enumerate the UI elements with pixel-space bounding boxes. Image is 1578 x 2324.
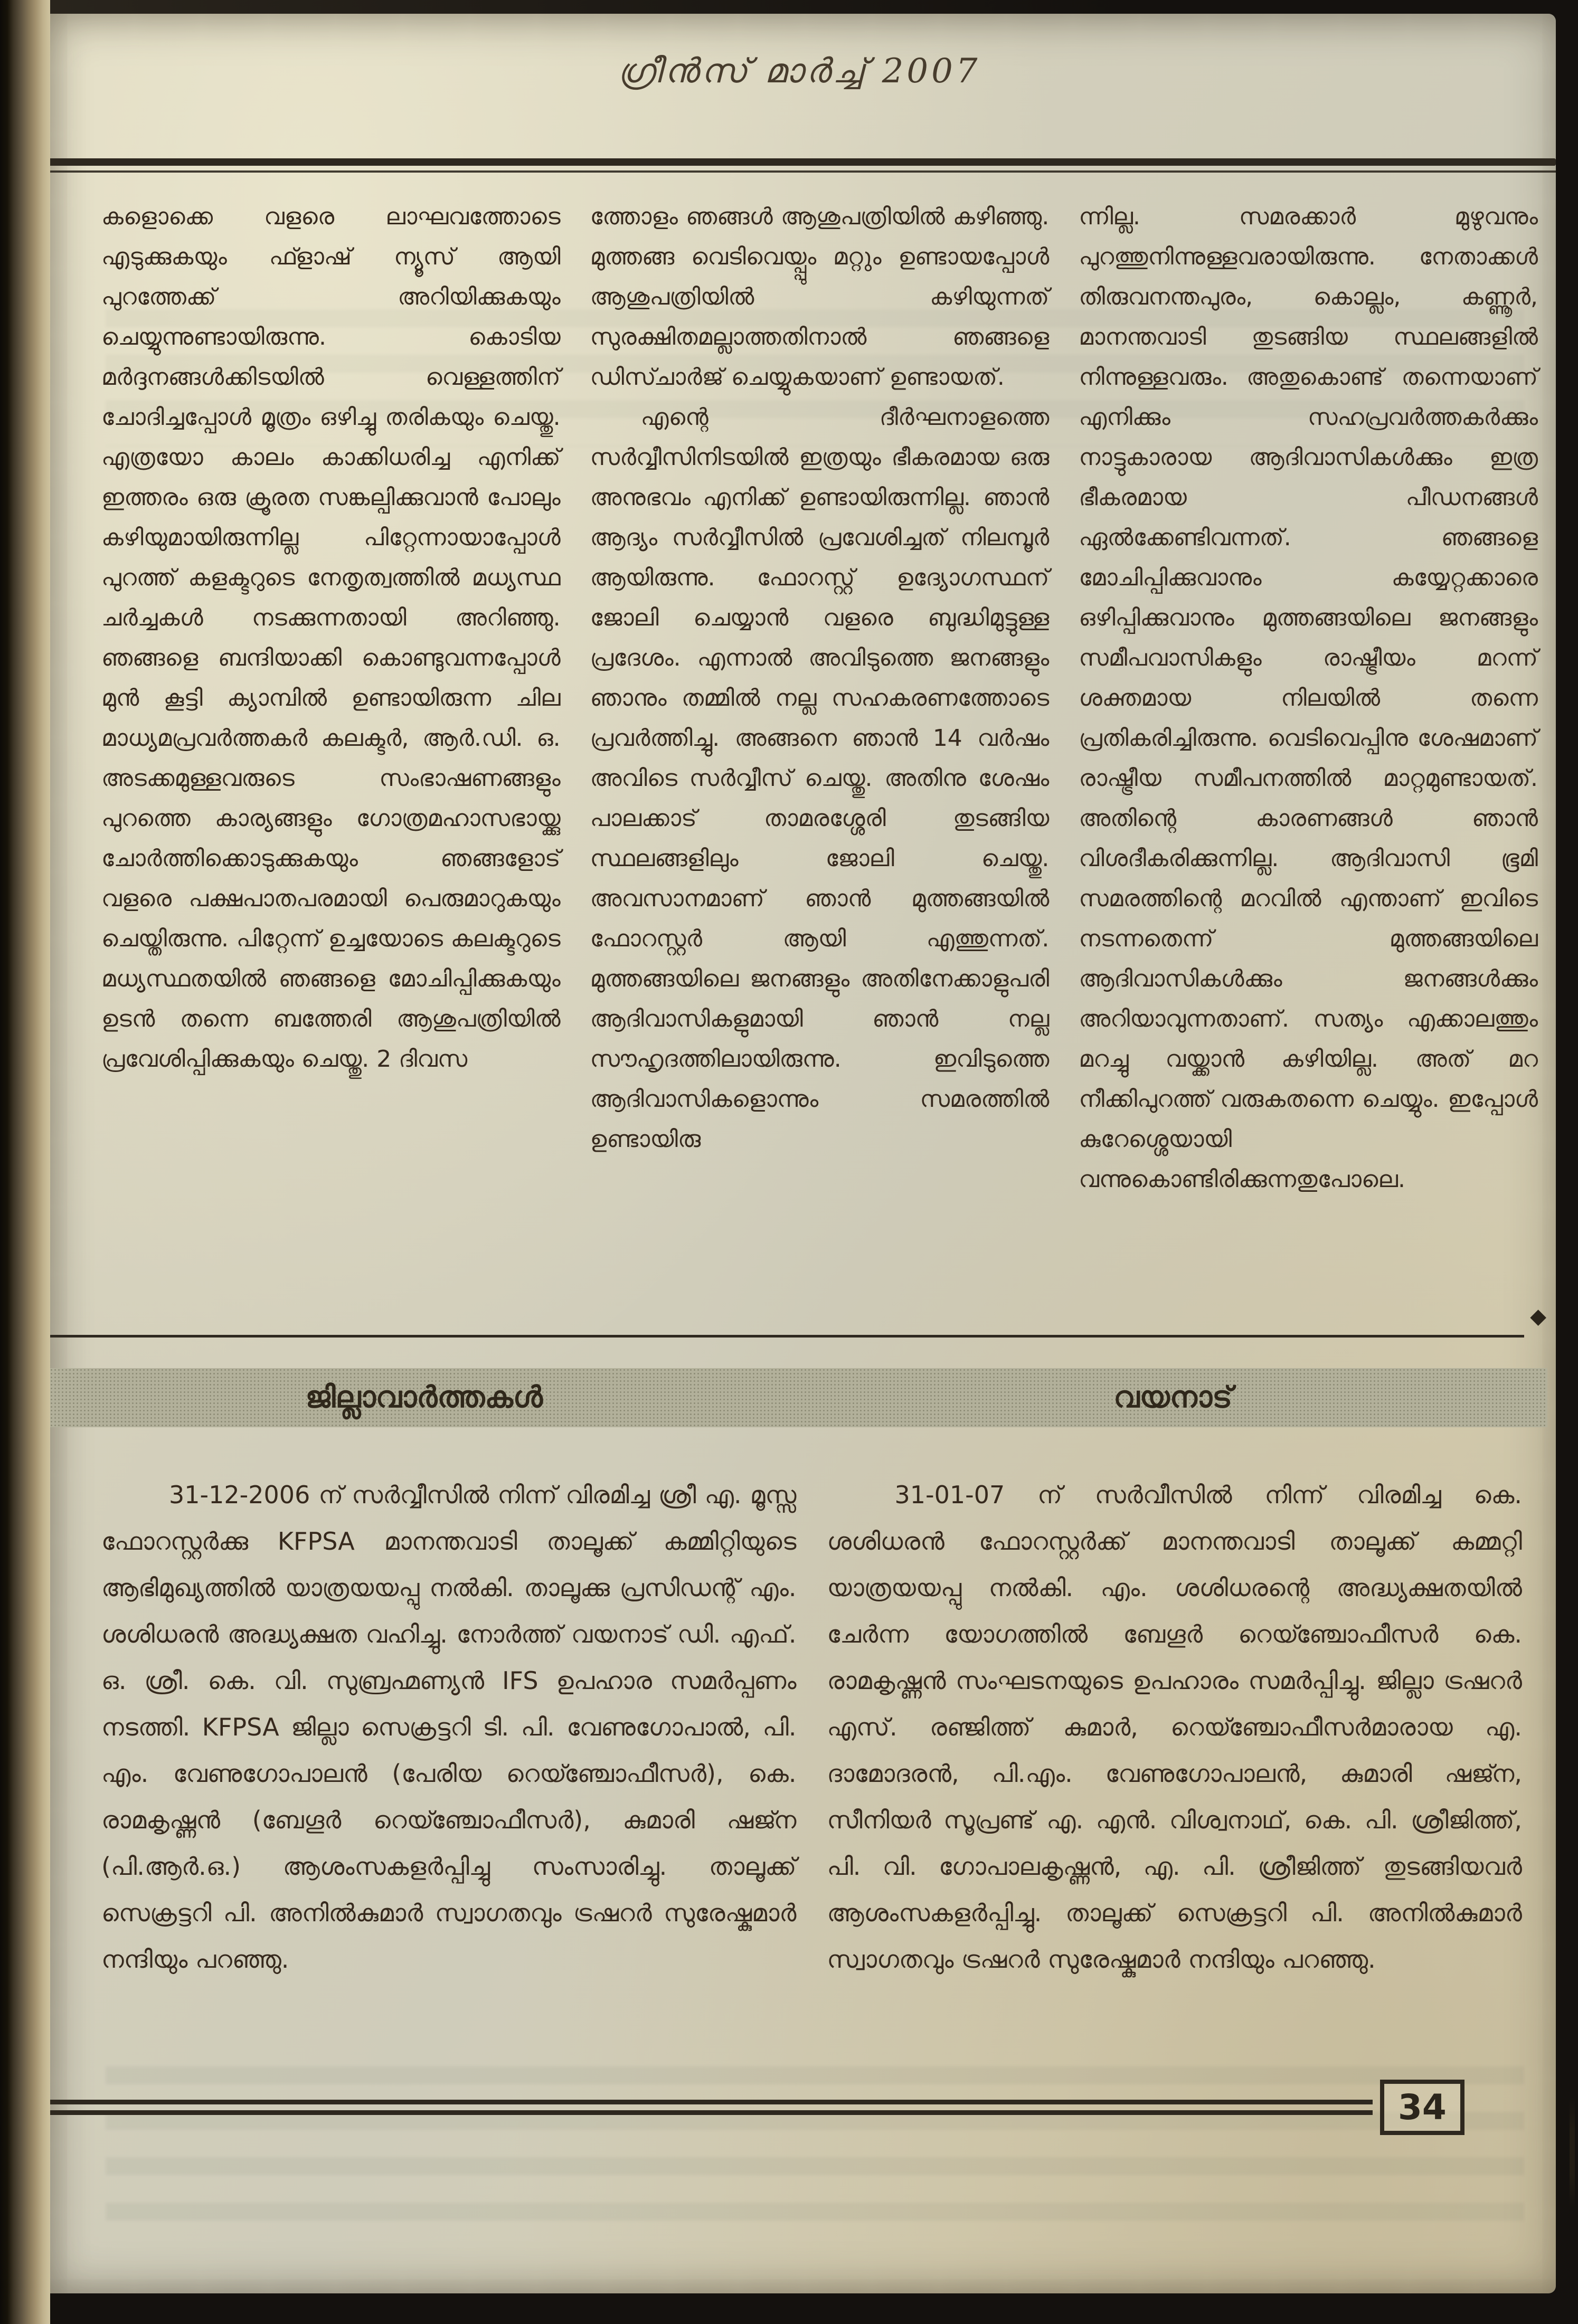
section-header-wayanad: വയനാട്	[1113, 1380, 1233, 1415]
article-column-2	[590, 197, 1050, 1321]
news-column-right	[827, 1472, 1523, 2004]
news-text: 31-12-2006 ന് സർവ്വീസിൽ നിന്ന് വിരമിച്ച ശ്രീ എ. മൂസ്സ ഫോറസ്റ്റർക്കു KFPSA മാനന്തവാടി താലൂക്ക് കമ്മിറ്റിയുടെ ആഭിമുഖ്യത്തിൽ യാത്രയയപ്പു നൽകി. താലൂക്കു പ്രസിഡന്റ് എം. ശശിധരൻ അദ്ധ്യക്ഷത വഹിച്ചു. നോർത്ത് വയനാട് ഡി. എഫ്. ഒ. ശ്രീ. കെ. വി. സുബ്രഹ്മണ്യൻ IFS ഉപഹാര സമർപ്പണം നടത്തി. KFPSA ജില്ലാ സെക്രട്ടറി ടി. പി. വേണുഗോപാൽ, പി. എം. വേണുഗോപാലൻ (പേരിയ റെയ്ഞ്ചോഫീസർ), കെ. രാമകൃഷ്ണൻ (ബേഗൂർ റെയ്ഞ്ചോഫീസർ), കുമാരി ഷജ്ന (പി.ആർ.ഒ.) ആശംസകളർപ്പിച്ചു സംസാരിച്ചു. താലൂക്ക് സെക്രട്ടറി പി. അനിൽകുമാർ സ്വാഗതവും ട്രഷറർ സുരേഷ്കുമാർ നന്ദിയും പറഞ്ഞു.	[101, 1481, 797, 1974]
footer-rule	[42, 2080, 1556, 2135]
ink-mark	[1570, 2097, 1575, 2208]
article-text: കളൊക്കെ വളരെ ലാഘവത്തോടെ എടുക്കുകയും ഫ്ളാഷ് ന്യൂസ് ആയി പുറത്തേക്ക് അറിയിക്കുകയും ചെയ്യുന്നുണ്ടായിരുന്നു. കൊടിയ മർദ്ദനങ്ങൾക്കിടയിൽ വെള്ളത്തിന് ചോദിച്ചപ്പോൾ മൂത്രം ഒഴിച്ചു തരികയും ചെയ്തു. എത്രയോ കാലം കാക്കിധരിച്ച എനിക്ക് ഇത്തരം ഒരു ക്രൂരത സങ്കല്പിക്കുവാൻ പോലും കഴിയുമായിരുന്നില്ല പിറ്റേന്നായാപ്പോൾ പുറത്ത് കളക്ടറുടെ നേതൃത്വത്തിൽ മധ്യസ്ഥ ചർച്ചകൾ നടക്കുന്നതായി അറിഞ്ഞു. ഞങ്ങളെ ബന്ദിയാക്കി കൊണ്ടുവന്നപ്പോൾ മുൻ കൂട്ടി ക്യാമ്പിൽ ഉണ്ടായിരുന്ന ചില മാധ്യമപ്രവർത്തകർ കലക്ടർ, ആർ.ഡി. ഒ. അടക്കമുള്ളവരുടെ സംഭാഷണങ്ങളും പുറത്തെ കാര്യങ്ങളും ഗോത്രമഹാസഭായ്ക്കു ചോർത്തിക്കൊടുക്കുകയും ഞങ്ങളോട് വളരെ പക്ഷപാതപരമായി പെരുമാറുകയും ചെയ്തിരുന്നു. പിറ്റേന്ന് ഉച്ചയോടെ കലക്ടറുടെ മധ്യസ്ഥതയിൽ ഞങ്ങളെ മോചിപ്പിക്കുകയും ഉടൻ തന്നെ ബത്തേരി ആശുപത്രിയിൽ പ്രവേശിപ്പിക്കുകയും ചെയ്തു. 2 ദിവസ	[101, 203, 561, 1073]
end-of-article-diamond-icon: ◆	[1530, 1304, 1546, 1329]
divider-thick-line	[42, 158, 1556, 166]
footer-line-bottom	[42, 2110, 1373, 2115]
news-column-left	[101, 1472, 797, 2004]
masthead	[42, 14, 1556, 91]
district-news-body	[42, 1427, 1556, 2004]
footer-line-top	[42, 2100, 1373, 2104]
header-divider	[42, 158, 1556, 173]
article-end-divider	[42, 1304, 1556, 1338]
article-column-1	[101, 197, 561, 1321]
page-number: 34	[1398, 2087, 1447, 2128]
article-column-3	[1079, 197, 1538, 1321]
article-body	[42, 173, 1556, 1321]
book-spine-edge	[0, 0, 50, 2324]
article-text: ത്തോളം ഞങ്ങൾ ആശുപത്രിയിൽ കഴിഞ്ഞു. മുത്തങ്ങ വെടിവെയ്പ്പും മറ്റും ഉണ്ടായപ്പോൾ ആശുപത്രിയിൽ കഴിയുന്നത് സുരക്ഷിതമല്ലാത്തതിനാൽ ഞങ്ങളെ ഡിസ്ചാർജ് ചെയ്യുകയാണ് ഉണ്ടായത്.	[590, 203, 1050, 391]
magazine-page	[42, 14, 1556, 2293]
page-title: ഗ്രീൻസ് മാർച്ച് 2007	[617, 52, 981, 91]
article-text: എന്റെ ദീർഘനാളത്തെ സർവ്വീസിനിടയിൽ ഇത്രയും ഭീകരമായ ഒരു അനുഭവം എനിക്ക് ഉണ്ടായിരുന്നില്ല. ഞാൻ ആദ്യം സർവ്വീസിൽ പ്രവേശിച്ചത് നിലമ്പൂർ ആയിരുന്നു. ഫോറസ്റ്റ് ഉദ്യോഗസ്ഥന് ജോലി ചെയ്യാൻ വളരെ ബുദ്ധിമുട്ടുള്ള പ്രദേശം. എന്നാൽ അവിടുത്തെ ജനങ്ങളും ഞാനും തമ്മിൽ നല്ല സഹകരണത്തോടെ പ്രവർത്തിച്ചു. അങ്ങനെ ഞാൻ 14 വർഷം അവിടെ സർവ്വീസ് ചെയ്തു. അതിനു ശേഷം പാലക്കാട് താമരശ്ശേരി തുടങ്ങിയ സ്ഥലങ്ങളിലും ജോലി ചെയ്തു. അവസാനമാണ് ഞാൻ മുത്തങ്ങയിൽ ഫോറസ്റ്റർ ആയി എത്തുന്നത്. മുത്തങ്ങയിലെ ജനങ്ങളും അതിനേക്കാളുപരി ആദിവാസികളുമായി ഞാൻ നല്ല സൗഹൃദത്തിലായിരുന്നു. ഇവിടുത്തെ ആദിവാസികളൊന്നും സമരത്തിൽ ഉണ്ടായിരു	[590, 404, 1050, 1153]
footer-divider-lines	[42, 2100, 1373, 2115]
thin-divider-line	[42, 1335, 1524, 1338]
page-number-box	[1380, 2080, 1464, 2135]
article-text: ന്നില്ല. സമരക്കാർ മുഴുവനും പുറത്തുനിന്നുള്ളവരായിരുന്നു. നേതാക്കൾ തിരുവനന്തപുരം, കൊല്ലം, കണ്ണൂർ, മാനന്തവാടി തുടങ്ങിയ സ്ഥലങ്ങളിൽ നിന്നുള്ളവരും. അതുകൊണ്ട് തന്നെയാണ് എനിക്കും സഹപ്രവർത്തകർക്കും നാട്ടുകാരായ ആദിവാസികൾക്കും ഇത്ര ഭീകരമായ പീഡനങ്ങൾ ഏൽക്കേണ്ടിവന്നത്. ഞങ്ങളെ മോചിപ്പിക്കുവാനും കയ്യേറ്റക്കാരെ ഒഴിപ്പിക്കുവാനും മുത്തങ്ങയിലെ ജനങ്ങളും സമീപവാസികളും രാഷ്ട്രീയം മറന്ന് ശക്തമായ നിലയിൽ തന്നെ പ്രതികരിച്ചിരുന്നു. വെടിവെപ്പിനു ശേഷമാണ് രാഷ്ട്രീയ സമീപനത്തിൽ മാറ്റമുണ്ടായത്. അതിന്റെ കാരണങ്ങൾ ഞാൻ വിശദീകരിക്കുന്നില്ല. ആദിവാസി ഭൂമി സമരത്തിന്റെ മറവിൽ എന്താണ് ഇവിടെ നടന്നതെന്ന് മുത്തങ്ങയിലെ ആദിവാസികൾക്കും ജനങ്ങൾക്കും അറിയാവുന്നതാണ്. സത്യം എക്കാലത്തും മറച്ചു വയ്ക്കാൻ കഴിയില്ല. അത് മറ നീക്കിപുറത്ത് വരുകതന്നെ ചെയ്യും. ഇപ്പോൾ കുറേശ്ശെയായി വന്നുകൊണ്ടിരിക്കുന്നതുപോലെ.	[1079, 203, 1538, 1193]
section-header-district-news: ജില്ലാവാർത്തകൾ	[305, 1380, 543, 1415]
section-header-bar	[50, 1368, 1547, 1427]
divider-thin-line	[42, 170, 1556, 173]
news-text: 31-01-07 ന് സർവീസിൽ നിന്ന് വിരമിച്ച കെ. ശശിധരൻ ഫോറസ്റ്റർക്ക് മാനന്തവാടി താലൂക്ക് കമ്മറ്റി യാത്രയയപ്പു നൽകി. എം. ശശിധരന്റെ അദ്ധ്യക്ഷതയിൽ ചേർന്ന യോഗത്തിൽ ബേഗൂർ റെയ്ഞ്ചോഫീസർ കെ. രാമകൃഷ്ണൻ സംഘടനയുടെ ഉപഹാരം സമർപ്പിച്ചു. ജില്ലാ ട്രഷറർ എസ്. രഞ്ജിത്ത് കുമാർ, റെയ്ഞ്ചോഫീസർമാരായ എ. ദാമോദരൻ, പി.എം. വേണുഗോപാലൻ, കുമാരി ഷജ്ന, സീനിയർ സൂപ്രണ്ട് എ. എൻ. വിശ്വനാഥ്, കെ. പി. ശ്രീജിത്ത്, പി. വി. ഗോപാലകൃഷ്ണൻ, എ. പി. ശ്രീജിത്ത് തുടങ്ങിയവർ ആശംസകളർപ്പിച്ചു. താലൂക്ക് സെക്രട്ടറി പി. അനിൽകുമാർ സ്വാഗതവും ട്രഷറർ സുരേഷ്കുമാർ നന്ദിയും പറഞ്ഞു.	[827, 1481, 1522, 1974]
